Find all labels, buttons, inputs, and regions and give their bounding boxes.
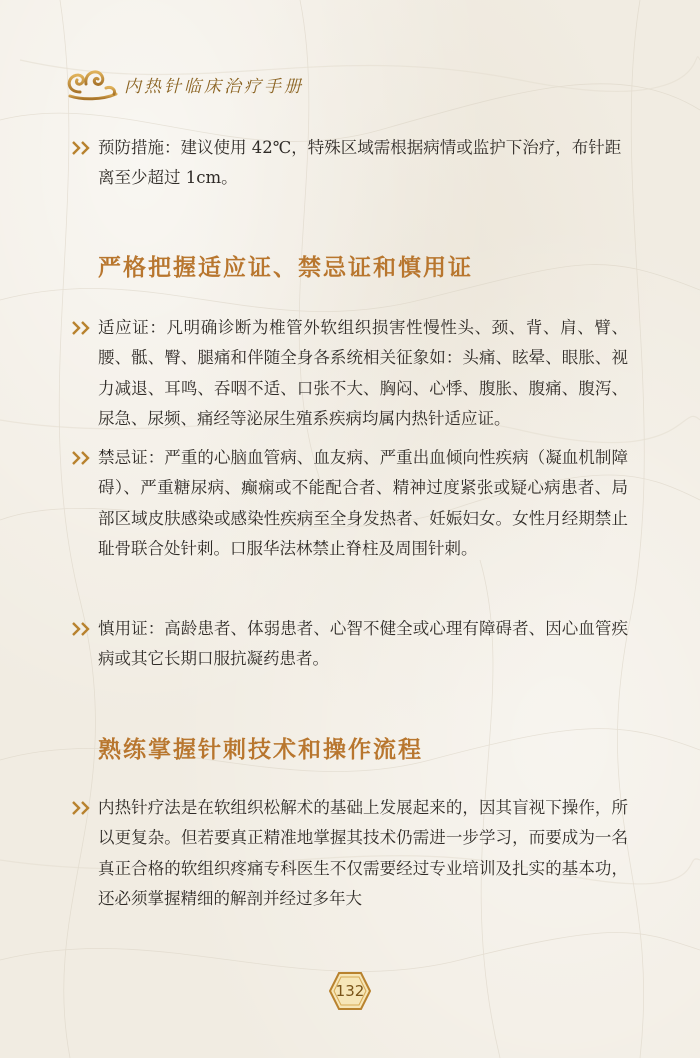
double-chevron-icon xyxy=(71,320,93,336)
precaution-bullet xyxy=(98,133,628,194)
auspicious-cloud-icon xyxy=(62,62,120,102)
indications-bullet xyxy=(98,313,628,435)
running-header xyxy=(62,60,304,104)
caution-text: 慎用证：高龄患者、体弱患者、心智不健全或心理有障碍者、因心血管疾病或其它长期口服抗凝药患者。 xyxy=(98,619,628,669)
contraindications-text: 禁忌证：严重的心脑血管病、血友病、严重出血倾向性疾病（凝血机制障碍）、严重糖尿病、癫痫或不能配合者、精神过度紧张或疑心病患者、局部区域皮肤感染或感染性疾病至全身发热者、妊娠妇女。女性月经期禁止耻骨联合处针刺。口服华法林禁止脊柱及周围针刺。 xyxy=(98,448,628,559)
double-chevron-icon xyxy=(71,450,93,466)
caution-bullet xyxy=(98,614,628,675)
page-number-badge xyxy=(329,971,371,1011)
precaution-text: 预防措施：建议使用 42℃，特殊区域需根据病情或监护下治疗，布针距离至少超过 1cm。 xyxy=(98,138,622,188)
section-heading-indications: 严格把握适应证、禁忌证和慎用证 xyxy=(98,255,473,281)
indications-text: 适应证：凡明确诊断为椎管外软组织损害性慢性头、颈、背、肩、臂、腰、骶、臀、腿痛和伴随全身各系统相关征象如：头痛、眩晕、眼胀、视力减退、耳鸣、吞咽不适、口张不大、胸闷、心悸、腹胀、腹痛、腹泻、尿急、尿频、痛经等泌尿生殖系疾病均属内热针适应证。 xyxy=(98,318,628,429)
double-chevron-icon xyxy=(71,140,93,156)
header-title: 内热针临床治疗手册 xyxy=(124,76,304,97)
contraindications-bullet xyxy=(98,443,628,565)
technique-bullet xyxy=(98,793,628,915)
double-chevron-icon xyxy=(71,800,93,816)
double-chevron-icon xyxy=(71,621,93,637)
page-number: 132 xyxy=(335,982,365,1000)
section-heading-technique: 熟练掌握针刺技术和操作流程 xyxy=(98,737,423,763)
technique-text: 内热针疗法是在软组织松解术的基础上发展起来的，因其盲视下操作，所以更复杂。但若要真正精准地掌握其技术仍需进一步学习，而要成为一名真正合格的软组织疼痛专科医生不仅需要经过专业培训及扎实的基本功，还必须掌握精细的解剖并经过多年大 xyxy=(98,798,628,909)
